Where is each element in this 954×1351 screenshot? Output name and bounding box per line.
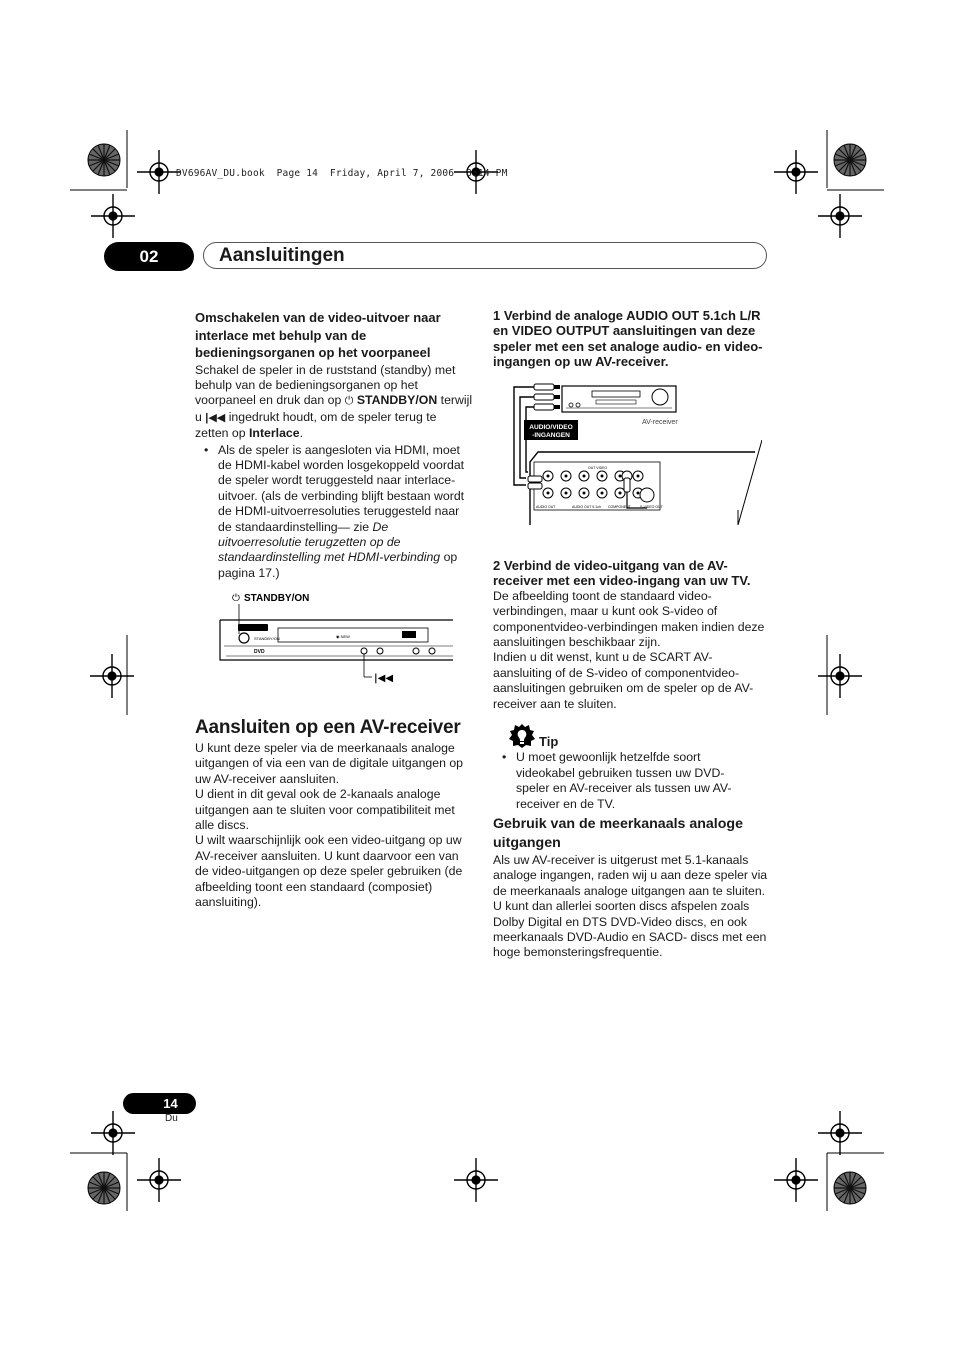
left-column-bottom bbox=[195, 717, 473, 910]
section-title-multichannel: Gebruik van de meerkanaals analoge uitgangen bbox=[493, 816, 743, 851]
svg-text:AUDIO OUT 5.1ch: AUDIO OUT 5.1ch bbox=[572, 505, 601, 509]
bullet-text: Als de speler is aangesloten via HDMI, moet de HDMI-kabel worden losgekoppeld voordat de speler wordt teruggesteld naar interlace-uitvoer. (als de verbinding blijft bestaan wordt de HDMI-uitvoerresoluties teruggesteld naar de standaardinstelling— zie bbox=[218, 442, 465, 534]
chapter-number-badge: 02 bbox=[104, 242, 194, 271]
cross-reference-link: De uitvoerresolutie terugzetten op de standaardinstelling met HDMI-verbinding bbox=[218, 519, 441, 565]
fig-label-inputs: AUDIO/VIDEO bbox=[529, 424, 573, 431]
fig-label-standby: STANDBY/ON bbox=[244, 593, 310, 604]
paragraph-video-2: Indien u dit wenst, kunt u de SCART AV-aansluiting of de S-video of componentvideo-aansluitingen gebruiken om de speler op de AV-receiver aan te sluiten. bbox=[493, 650, 754, 711]
period: . bbox=[299, 426, 304, 441]
skip-back-icon: |◀◀ bbox=[374, 673, 394, 684]
connection-diagram bbox=[500, 380, 762, 530]
paragraph-text: terwijl u bbox=[195, 393, 473, 424]
power-icon: ⏻ bbox=[232, 593, 240, 604]
right-column-bottom bbox=[493, 815, 769, 961]
paragraph-av-3: U wilt waarschijnlijk ook een video-uitgang op uw AV-receiver aansluiten. U kunt daarvoor een van de video-uitgangen op deze speler gebruiken (de afbeelding toont een standaard (composiet) aansluiting). bbox=[195, 833, 463, 910]
svg-text:STANDBY/ON: STANDBY/ON bbox=[254, 636, 280, 641]
paragraph-text: Schakel de speler in de ruststand (standby) met behulp van de bedieningsorganen op het voorpaneel en druk dan op bbox=[195, 362, 456, 408]
skip-back-icon: |◀◀ bbox=[205, 411, 226, 424]
chapter-title: Aansluitingen bbox=[219, 245, 345, 266]
paragraph-multichannel: Als uw AV-receiver is uitgerust met 5.1-kanaals analoge ingangen, raden wij u aan deze speler via de meerkanaals analoge uitgangen aan te sluiten. U kunt dan allerlei soorten discs afspelen zoals Dolby Digital en DTS DVD-Video discs, en ook meerkanaals DVD-Audio en SACD- discs met een hoge bemonsteringsfrequentie. bbox=[493, 853, 768, 960]
step-1: 1 Verbind de analoge AUDIO OUT 5.1ch L/R en VIDEO OUTPUT aansluitingen van deze speler met een set analoge audio- en video-ingangen op uw AV-receiver. bbox=[493, 308, 763, 370]
left-column-top bbox=[195, 309, 473, 581]
paragraph-video-1: De afbeelding toont de standaard video-verbindingen, maar u kunt ook S-video of componentvideo-verbindingen maken indien deze aansluitingen beschikbaar zijn. bbox=[493, 588, 765, 650]
paragraph-av-2: U dient in dit geval ook de 2-kanaals analoge uitgangen aan te sluiten voor compatibiliteit met alle discs. bbox=[195, 787, 455, 833]
svg-text:-INGANGEN: -INGANGEN bbox=[532, 432, 570, 439]
section-title-av-receiver: Aansluiten op een AV-receiver bbox=[195, 717, 461, 738]
svg-text:DVD: DVD bbox=[254, 649, 265, 655]
page-number-badge: 14 bbox=[123, 1093, 196, 1114]
svg-text:OUT VIDEO: OUT VIDEO bbox=[588, 466, 608, 470]
paragraph-av-1: U kunt deze speler via de meerkanaals analoge uitgangen of via een van de digitale uitgangen op uw AV-receiver aansluiten. bbox=[195, 741, 464, 786]
section-title-interlace: Omschakelen van de video-uitvoer naar interlace met behulp van de bedieningsorganen op het voorpaneel bbox=[195, 310, 441, 360]
bullet-text: op pagina 17.) bbox=[218, 550, 458, 580]
tip-bullet: • U moet gewoonlijk hetzelfde soort videokabel gebruiken tussen uw DVD-speler en AV-receiver als tussen uw AV-receiver en de TV. bbox=[493, 750, 752, 812]
page-language: Du bbox=[165, 1113, 178, 1124]
fig-label-receiver: AV-receiver bbox=[642, 419, 678, 426]
svg-text:◉ NEW: ◉ NEW bbox=[336, 634, 350, 639]
bullet-hdmi bbox=[195, 443, 473, 582]
power-icon: ⏻ bbox=[344, 395, 354, 408]
step-2: 2 Verbind de video-uitgang van de AV-receiver met een video-ingang van uw TV. bbox=[493, 558, 751, 589]
right-column-middle bbox=[493, 558, 769, 712]
book-info-line: DV696AV_DU.book Page 14 Friday, April 7, 2006 8:14 PM bbox=[176, 168, 508, 179]
right-column-top bbox=[493, 308, 769, 370]
interlace-label: Interlace bbox=[249, 426, 300, 441]
standby-on-label: STANDBY/ON bbox=[356, 393, 438, 408]
front-panel-figure bbox=[218, 588, 453, 690]
paragraph-interlace bbox=[195, 363, 473, 442]
svg-text:S-VIDEO OUT: S-VIDEO OUT bbox=[640, 505, 663, 509]
paragraph-text: ingedrukt houdt, om de speler terug te zetten op bbox=[195, 409, 437, 441]
tip-block bbox=[493, 734, 769, 812]
tip-title: Tip bbox=[539, 734, 559, 749]
svg-text:COMPONENT: COMPONENT bbox=[608, 505, 631, 509]
svg-text:AUDIO OUT: AUDIO OUT bbox=[536, 505, 556, 509]
